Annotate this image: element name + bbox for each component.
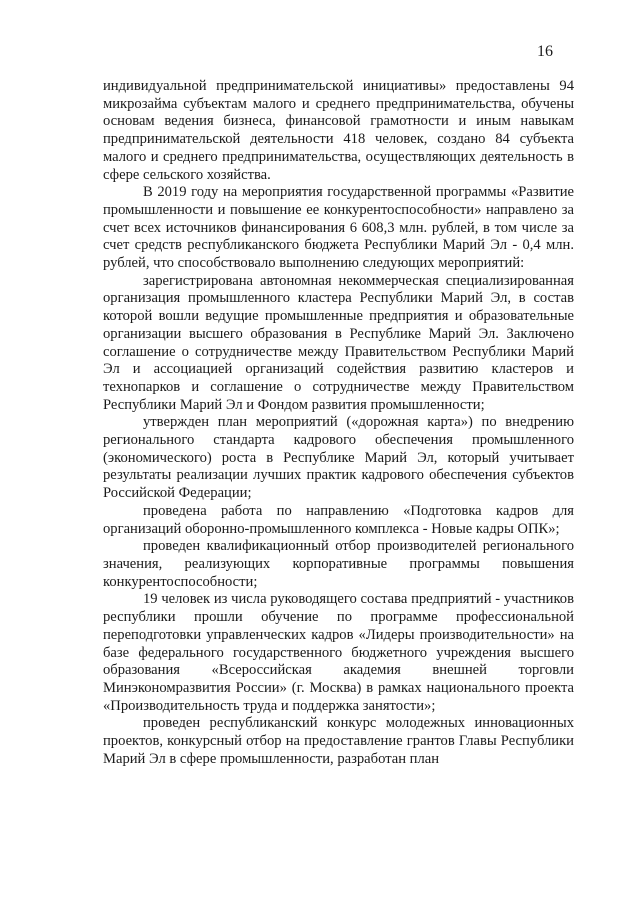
paragraph-qualification-selection: проведен квалификационный отбор производителей регионального значения, реализующих корпоративные программы повышения конкурентоспособности; [103, 538, 574, 590]
paragraph-program-funding: В 2019 году на мероприятия государственной программы «Развитие промышленности и повышение ее конкурентоспособности» направлено за счет всех источников финансирования 6 608,3 млн. рублей, в том числе за счет средств республиканского бюджета Республики Марий Эл - 0,4 млн. рублей, что способствовало выполнению следующих мероприятий: [103, 184, 574, 272]
document-body [103, 78, 574, 768]
paragraph-youth-contest: проведен республиканский конкурс молодежных инновационных проектов, конкурсный отбор на предоставление грантов Главы Республики Марий Эл в сфере промышленности, разработан план [103, 715, 574, 767]
paragraph-roadmap: утвержден план мероприятий («дорожная карта») по внедрению регионального стандарта кадрового обеспечения промышленного (экономического) роста в Республике Марий Эл, который учитывает результаты реализации лучших практик кадрового обеспечения субъектов Российской Федерации; [103, 414, 574, 502]
paragraph-cluster-registration: зарегистрирована автономная некоммерческая специализированная организация промышленного кластера Республики Марий Эл, в состав которой вошли ведущие промышленные предприятия и образовательные организации высшего образования в Республике Марий Эл. Заключено соглашение о сотрудничестве между Правительством Республики Марий Эл и ассоциацией организаций содействия развитию кластеров и технопарков и соглашение о сотрудничестве между Правительством Республики Марий Эл и Фондом развития промышленности; [103, 272, 574, 413]
page-number: 16 [537, 43, 553, 60]
paragraph-continuation: индивидуальной предпринимательской инициативы» предоставлены 94 микрозайма субъектам малого и среднего предпринимательства, обучены основам ведения бизнеса, финансовой грамотности и иным навыкам предпринимательской деятельности 418 человек, создано 84 субъекта малого и среднего предпринимательства, осуществляющих деятельность в сфере сельского хозяйства. [103, 78, 574, 183]
paragraph-personnel-training: проведена работа по направлению «Подготовка кадров для организаций оборонно-промышленного комплекса - Новые кадры ОПК»; [103, 502, 574, 537]
paragraph-leadership-training: 19 человек из числа руководящего состава предприятий - участников республики прошли обучение по программе профессиональной переподготовки управленческих кадров «Лидеры производительности» на базе федерального государственного бюджетного учреждения высшего образования «Всероссийская академия внешней торговли Минэкономразвития России» (г. Москва) в рамках национального проекта «Производительность труда и поддержка занятости»; [103, 591, 574, 714]
